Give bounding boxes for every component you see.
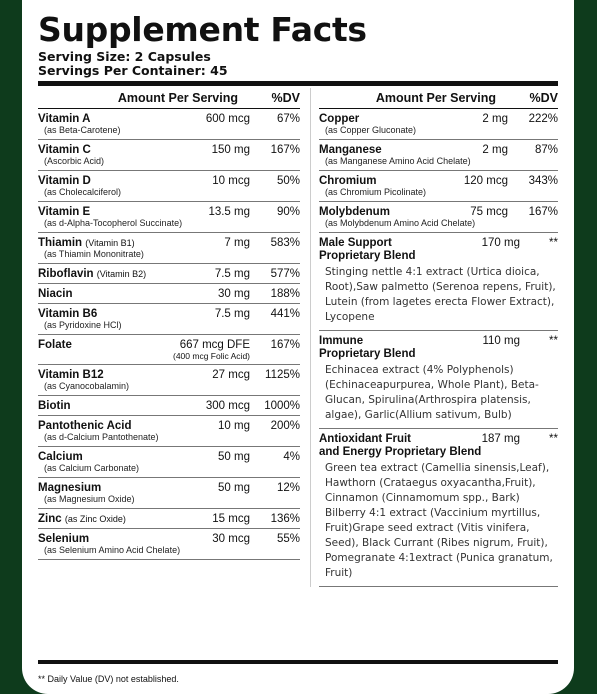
blend-name-line2: Proprietary Blend — [319, 250, 416, 262]
nutrient-amount: 7 mg — [224, 237, 250, 249]
right-column-header — [319, 88, 558, 109]
blend-row — [319, 429, 558, 587]
nutrient-name: Copper — [319, 113, 360, 125]
nutrient-name-text: Selenium — [38, 533, 90, 545]
footnote: ** Daily Value (DV) not established. — [38, 674, 179, 684]
nutrient-dv: 577% — [270, 268, 300, 280]
thick-rule — [38, 81, 558, 86]
nutrient-name — [38, 339, 180, 351]
nutrient-source: (as Cyanocobalamin) — [44, 381, 130, 391]
blend-dv: ** — [549, 237, 558, 249]
blend-name-line2: and Energy Proprietary Blend — [319, 446, 482, 458]
nutrient-main — [38, 369, 300, 381]
nutrient-row — [38, 365, 300, 396]
nutrient-dv: 343% — [528, 175, 558, 187]
nutrient-amount: 30 mg — [218, 288, 250, 300]
nutrient-name-text: Magnesium — [38, 482, 102, 494]
nutrient-main — [38, 144, 300, 156]
nutrient-amount: 667 mcg DFE — [179, 339, 250, 351]
nutrient-row — [38, 304, 300, 335]
nutrient-name-text: Zinc — [38, 513, 62, 525]
nutrient-amount: 7.5 mg — [214, 268, 250, 280]
left-column-header — [38, 88, 300, 109]
nutrient-amount: 150 mg — [211, 144, 250, 156]
nutrient-main — [38, 288, 300, 300]
nutrient-main — [38, 113, 300, 125]
nutrient-source: (as d-Alpha-Tocopherol Succinate) — [44, 218, 183, 228]
blend-ingredients: Echinacea extract (4% Polyphenols) (Echinaceapurpurea, Whole Plant), Beta-Glucan, Spirulina(Arthrospira platensis, algae), Garlic(Allium sativum, Bulb) — [325, 364, 539, 421]
blend-dv: ** — [549, 433, 558, 445]
blend-ingredients: Stinging nettle 4:1 extract (Urtica dioica, Root),Saw palmetto (Serenoa repens, Fruit), Lutein (from lagetes erecta Flower Extract), Lycopene — [325, 266, 556, 323]
nutrient-name: Molybdenum — [319, 206, 390, 218]
nutrient-dv: 167% — [528, 206, 558, 218]
nutrient-source: (as Molybdenum Amino Acid Chelate) — [325, 218, 476, 228]
supplement-facts-panel — [22, 0, 574, 694]
blend-dv: ** — [549, 335, 558, 347]
nutrient-row — [38, 233, 300, 264]
nutrient-row — [38, 264, 300, 284]
nutrient-dv: 12% — [276, 482, 300, 494]
nutrient-dv: 1125% — [265, 369, 300, 381]
nutrient-amount: 30 mcg — [212, 533, 250, 545]
blend-main — [319, 237, 558, 263]
dv-header: %DV — [271, 91, 300, 105]
nutrient-source: (as Beta-Carotene) — [44, 125, 121, 135]
left-nutrient-list — [38, 109, 300, 560]
nutrient-main — [38, 206, 300, 218]
nutrient-dv: 188% — [270, 288, 300, 300]
nutrient-row — [319, 171, 558, 202]
nutrient-main — [38, 308, 300, 320]
nutrient-source: (as Chromium Picolinate) — [325, 187, 427, 197]
bottom-rule — [38, 660, 558, 664]
nutrient-row — [38, 171, 300, 202]
nutrient-main — [38, 237, 300, 249]
left-column — [38, 88, 300, 587]
nutrient-name — [38, 268, 215, 280]
nutrient-main — [38, 533, 300, 545]
nutrient-name-text: Vitamin B12 — [38, 369, 104, 381]
nutrient-amount: 7.5 mg — [214, 308, 250, 320]
blend-name-line2: Proprietary Blend — [319, 348, 416, 360]
nutrient-source: (as Thiamin Mononitrate) — [44, 249, 144, 259]
nutrient-name — [38, 288, 218, 300]
nutrient-row — [38, 335, 300, 365]
nutrient-main — [38, 400, 300, 412]
panel-title: Supplement Facts — [38, 10, 367, 49]
nutrient-amount: 13.5 mg — [208, 206, 250, 218]
nutrient-dv: 1000% — [264, 400, 300, 412]
nutrient-extra: (as Zinc Oxide) — [64, 514, 126, 524]
blend-name-line1: Male Support — [319, 237, 392, 249]
nutrient-name — [38, 144, 212, 156]
right-nutrient-list — [319, 109, 558, 233]
nutrient-name-text: Calcium — [38, 451, 83, 463]
nutrient-name-text: Vitamin E — [38, 206, 91, 218]
nutrient-row — [38, 202, 300, 233]
nutrient-extra: (Vitamin B1) — [85, 238, 135, 248]
nutrient-name — [38, 175, 212, 187]
nutrient-row — [38, 109, 300, 140]
nutrient-amount: 15 mcg — [212, 513, 250, 525]
nutrient-name — [38, 513, 212, 525]
nutrient-name-text: Vitamin B6 — [38, 308, 98, 320]
blend-main — [319, 335, 558, 361]
nutrient-dv: 200% — [270, 420, 300, 432]
nutrient-name — [38, 451, 218, 463]
blend-row — [319, 331, 558, 429]
nutrient-dv: 167% — [270, 144, 300, 156]
nutrient-name — [38, 237, 224, 249]
blend-list — [319, 233, 558, 587]
nutrient-amount: 50 mg — [218, 451, 250, 463]
nutrient-main — [319, 144, 558, 156]
nutrient-row — [38, 529, 300, 560]
nutrient-source: (as Cholecalciferol) — [44, 187, 122, 197]
nutrient-main — [38, 268, 300, 280]
nutrient-amount: 50 mg — [218, 482, 250, 494]
nutrient-amount: 600 mcg — [205, 113, 250, 125]
nutrient-row — [38, 478, 300, 509]
nutrient-row — [38, 396, 300, 416]
serving-size: Serving Size: 2 Capsules — [38, 49, 211, 64]
nutrient-row — [38, 284, 300, 304]
nutrient-name — [38, 400, 206, 412]
nutrient-amount: 2 mg — [482, 144, 508, 156]
nutrient-dv: 50% — [276, 175, 300, 187]
nutrient-name — [38, 308, 215, 320]
nutrient-source: (as Magnesium Oxide) — [44, 494, 135, 504]
nutrient-dv: 136% — [270, 513, 300, 525]
nutrient-amount: 10 mg — [218, 420, 250, 432]
amount-header: Amount Per Serving — [375, 91, 496, 105]
nutrient-main — [319, 113, 558, 125]
blend-amount: 110 mg — [482, 335, 520, 347]
nutrient-main — [38, 339, 300, 351]
nutrient-dv: 67% — [276, 113, 300, 125]
nutrient-amount: 120 mcg — [463, 175, 508, 187]
amount-header: Amount Per Serving — [117, 91, 238, 105]
nutrient-name-text: Thiamin — [38, 237, 83, 249]
nutrient-amount-note: (400 mcg Folic Acid) — [173, 351, 250, 361]
nutrient-dv: 441% — [270, 308, 300, 320]
nutrient-source: (as Calcium Carbonate) — [44, 463, 140, 473]
nutrient-dv: 583% — [270, 237, 300, 249]
nutrient-row — [38, 447, 300, 478]
nutrient-amount: 10 mcg — [212, 175, 250, 187]
nutrient-name-text: Biotin — [38, 400, 71, 412]
blend-amount: 187 mg — [481, 433, 520, 445]
nutrient-name-text: Vitamin C — [38, 144, 91, 156]
nutrient-source: (as Selenium Amino Acid Chelate) — [44, 545, 181, 555]
nutrient-row — [319, 202, 558, 233]
nutrient-source: (as Copper Gluconate) — [325, 125, 417, 135]
nutrient-name — [38, 533, 212, 545]
nutrient-dv: 90% — [276, 206, 300, 218]
nutrient-dv: 222% — [528, 113, 558, 125]
facts-columns — [38, 88, 558, 587]
right-column — [310, 88, 558, 587]
blend-amount: 170 mg — [481, 237, 520, 249]
nutrient-main — [38, 482, 300, 494]
nutrient-row — [38, 416, 300, 447]
nutrient-main — [38, 451, 300, 463]
nutrient-amount: 300 mcg — [205, 400, 250, 412]
nutrient-name-text: Vitamin A — [38, 113, 91, 125]
nutrient-amount: 27 mcg — [212, 369, 250, 381]
nutrient-name-text: Folate — [38, 339, 72, 351]
servings-per-container: Servings Per Container: 45 — [38, 63, 228, 78]
nutrient-amount: 75 mcg — [470, 206, 508, 218]
nutrient-source: (as d-Calcium Pantothenate) — [44, 432, 159, 442]
nutrient-name-text: Riboflavin — [38, 268, 94, 280]
nutrient-name — [38, 482, 218, 494]
nutrient-row — [319, 140, 558, 171]
nutrient-main — [319, 175, 558, 187]
dv-header: %DV — [529, 91, 558, 105]
nutrient-row — [319, 109, 558, 140]
nutrient-extra: (Vitamin B2) — [96, 269, 147, 279]
blend-name — [319, 433, 482, 459]
blend-name — [319, 335, 482, 361]
nutrient-name — [38, 113, 206, 125]
nutrient-name-text: Vitamin D — [38, 175, 91, 187]
nutrient-name-text: Niacin — [38, 288, 73, 300]
blend-name-line1: Immune — [319, 335, 364, 347]
nutrient-name — [38, 420, 218, 432]
blend-name — [319, 237, 482, 263]
nutrient-name-text: Pantothenic Acid — [38, 420, 132, 432]
nutrient-dv: 87% — [534, 144, 558, 156]
nutrient-row — [38, 140, 300, 171]
blend-ingredients: Green tea extract (Camellia sinensis,Leaf), Hawthorn (Crataegus oxyacantha,Fruit), Cinnamon (Cinnamomum spp., Bark) Bilberry 4:1 extract (Vaccinium myrtillus, Fruit)Grape seed extract (Vitis vinifera, Seed), Black Currant (Ribes nigrum, Fruit), Pomegranate 4:1extract (Punica granatum, Fruit) — [325, 462, 553, 579]
nutrient-name: Chromium — [319, 175, 377, 187]
nutrient-main — [38, 175, 300, 187]
blend-name-line1: Antioxidant Fruit — [319, 433, 411, 445]
nutrient-dv: 4% — [283, 451, 300, 463]
nutrient-amount: 2 mg — [482, 113, 508, 125]
nutrient-source: (as Manganese Amino Acid Chelate) — [325, 156, 471, 166]
nutrient-source: (as Pyridoxine HCl) — [44, 320, 122, 330]
nutrient-main — [38, 420, 300, 432]
nutrient-name — [38, 369, 212, 381]
nutrient-name — [38, 206, 208, 218]
nutrient-row — [38, 509, 300, 529]
nutrient-main — [319, 206, 558, 218]
blend-main — [319, 433, 558, 459]
nutrient-dv: 167% — [270, 339, 300, 351]
nutrient-source: (Ascorbic Acid) — [44, 156, 105, 166]
nutrient-name: Manganese — [319, 144, 382, 156]
nutrient-main — [38, 513, 300, 525]
blend-row — [319, 233, 558, 331]
nutrient-dv: 55% — [276, 533, 300, 545]
